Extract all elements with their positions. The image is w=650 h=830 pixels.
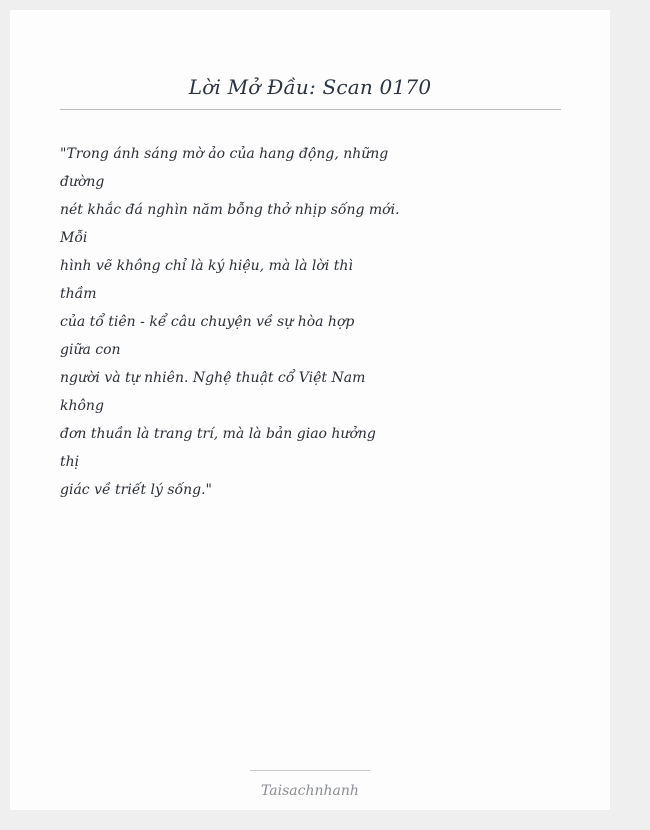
poem-line: nét khắc đá nghìn năm bỗng thở nhịp sống mới. [60, 202, 400, 218]
poem-line: giữa con [60, 342, 121, 358]
poem-line: đơn thuần là trang trí, mà là bản giao hưởng [60, 426, 376, 442]
title-divider [60, 109, 561, 110]
poem-text [60, 140, 400, 504]
page-title: Lời Mở Đầu: Scan 0170 [188, 75, 432, 99]
footer-credit: Taisachnhanh [261, 783, 359, 799]
document-page [10, 10, 610, 810]
poem-line: Mỗi [60, 230, 88, 246]
poem-line: đường [60, 174, 105, 190]
poem-line: thầm [60, 286, 97, 302]
poem-line: thị [60, 454, 80, 470]
poem-line: người và tự nhiên. Nghệ thuật cổ Việt Nam [60, 370, 366, 386]
poem-line: "Trong ánh sáng mờ ảo của hang động, những [60, 146, 389, 162]
footer-divider [250, 770, 370, 771]
poem-line: hình vẽ không chỉ là ký hiệu, mà là lời thì [60, 258, 353, 274]
poem-line: giác về triết lý sống." [60, 482, 212, 498]
poem-line: của tổ tiên - kể câu chuyện về sự hòa hợp [60, 314, 355, 330]
poem-line: không [60, 398, 104, 414]
